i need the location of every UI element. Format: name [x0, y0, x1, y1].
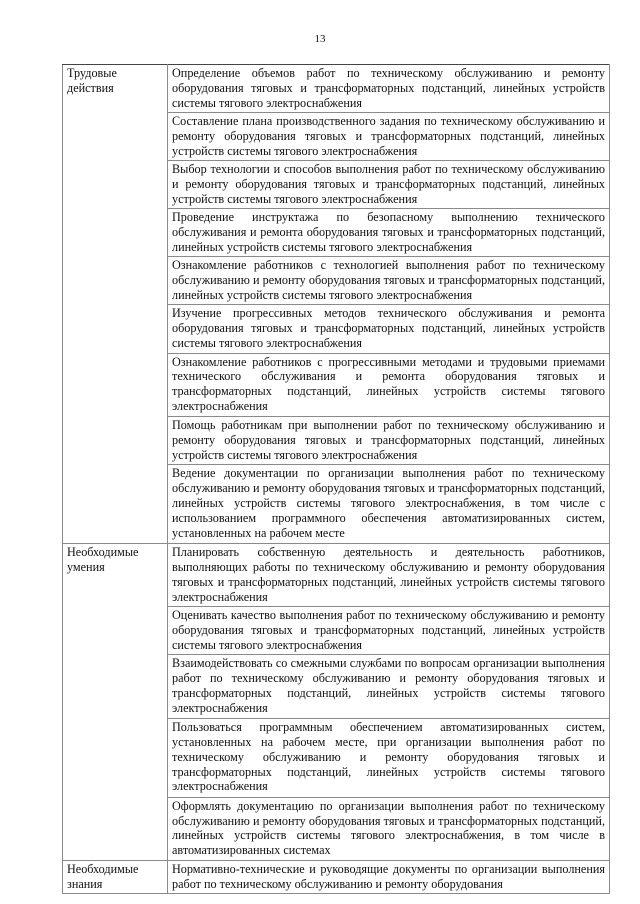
item-cell: Выбор технологии и способов выполнения работ по техническому обслуживанию и ремонту оборудования тяговых и трансформаторных подстанций, линейных устройств системы тягового электроснабжения — [168, 161, 610, 209]
item-cell: Оценивать качество выполнения работ по техническому обслуживанию и ремонту оборудования тяговых и трансформаторных подстанций, линейных устройств системы тягового электроснабжения — [168, 607, 610, 655]
item-cell: Изучение прогрессивных методов технического обслуживания и ремонта оборудования тяговых и трансформаторных подстанций, линейных устройств системы тягового электроснабжения — [168, 305, 610, 353]
category-cell — [63, 543, 168, 860]
item-cell: Пользоваться программным обеспечением автоматизированных систем, установленных на рабочем месте, при организации выполнения работ по техническому обслуживанию и ремонту оборудования тяговых и трансформаторных подстанций, линейных устройств системы тягового электроснабжения — [168, 718, 610, 797]
category-label: Трудовые действия — [67, 66, 117, 95]
category-cell — [63, 861, 168, 894]
item-cell: Взаимодействовать со смежными службами по вопросам организации выполнения работ по техническому обслуживанию и ремонту оборудования тяговых и трансформаторных подстанций, линейных устройств системы тягового электроснабжения — [168, 655, 610, 718]
table-row — [63, 861, 610, 894]
item-cell: Определение объемов работ по техническому обслуживанию и ремонту оборудования тяговых и трансформаторных подстанций, линейных устройств системы тягового электроснабжения — [168, 65, 610, 113]
item-cell: Планировать собственную деятельность и деятельность работников, выполняющих работы по техническому обслуживанию и ремонту оборудования тяговых и трансформаторных подстанций, линейных устройств системы тягового электроснабжения — [168, 543, 610, 606]
page-number: 13 — [314, 33, 326, 45]
item-cell: Нормативно-технические и руководящие документы по организации выполнения работ по техническому обслуживанию и ремонту оборудования — [168, 861, 610, 894]
item-cell: Составление плана производственного задания по техническому обслуживанию и ремонту оборудования тяговых и трансформаторных подстанций, линейных устройств системы тягового электроснабжения — [168, 113, 610, 161]
item-cell: Ознакомление работников с технологией выполнения работ по техническому обслуживанию и ремонту оборудования тяговых и трансформаторных подстанций, линейных устройств системы тягового электроснабжения — [168, 257, 610, 305]
category-label: Необходимые умения — [67, 544, 139, 574]
item-cell: Ознакомление работников с прогрессивными методами и трудовыми приемами технического обслуживания и ремонта оборудования тяговых и трансформаторных подстанций, линейных устройств системы тягового электроснабжения — [168, 353, 610, 416]
item-cell: Помощь работникам при выполнении работ по техническому обслуживанию и ремонту оборудования тяговых и трансформаторных подстанций, линейных устройств системы тягового электроснабжения — [168, 417, 610, 465]
job-function-table — [62, 64, 610, 894]
item-cell: Ведение документации по организации выполнения работ по техническому обслуживанию и ремонту оборудования тяговых и трансформаторных подстанций, линейных устройств системы тягового электроснабжения, в том числе с использованием программного обеспечения автоматизированных систем, установленных на рабочем месте — [168, 465, 610, 544]
table-row — [63, 543, 610, 606]
category-label: Необходимые знания — [67, 862, 139, 891]
table-body — [63, 65, 610, 894]
table-row — [63, 65, 610, 113]
item-cell: Проведение инструктажа по безопасному выполнению технического обслуживания и ремонта оборудования тяговых и трансформаторных подстанций, линейных устройств системы тягового электроснабжения — [168, 209, 610, 257]
item-cell: Оформлять документацию по организации выполнения работ по техническому обслуживанию и ремонту оборудования тяговых и трансформаторных подстанций, линейных устройств системы тягового электроснабжения, в том числе в автоматизированных системах — [168, 797, 610, 860]
category-cell — [63, 65, 168, 544]
